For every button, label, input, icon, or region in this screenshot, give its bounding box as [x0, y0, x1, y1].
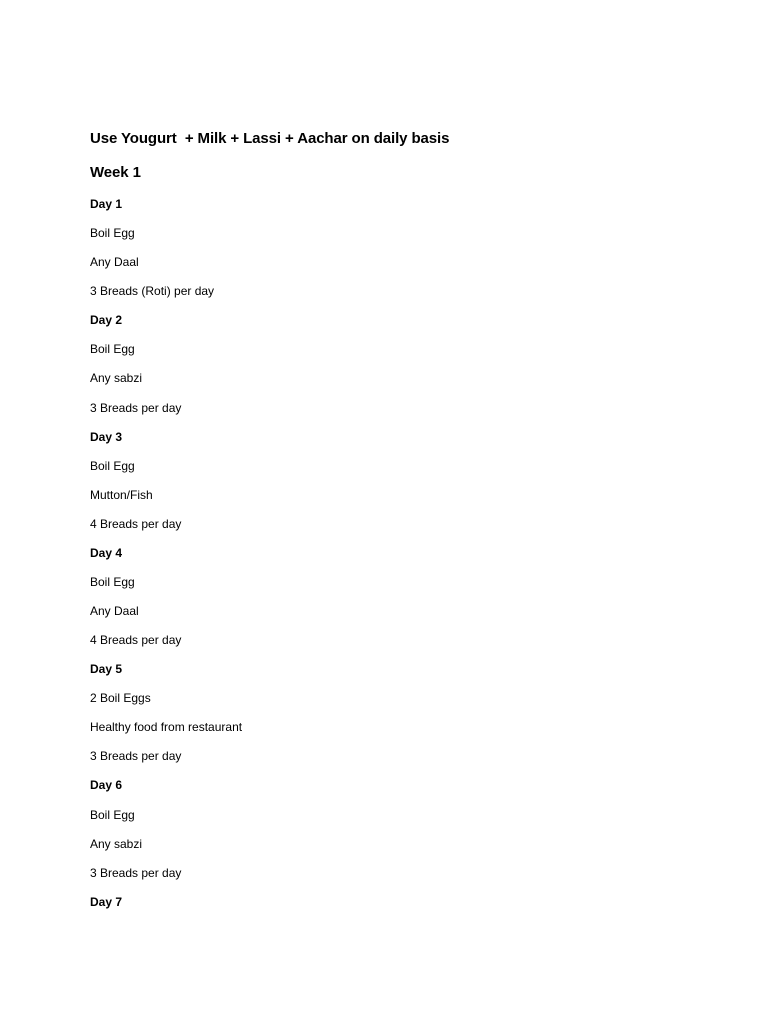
list-item: Any Daal — [90, 255, 139, 269]
list-item: Boil Egg — [90, 808, 135, 822]
list-item: 3 Breads per day — [90, 401, 182, 415]
list-item: Boil Egg — [90, 575, 135, 589]
list-item: 3 Breads per day — [90, 749, 182, 763]
day-label: Day 7 — [90, 895, 123, 909]
day-label: Day 5 — [90, 662, 123, 676]
intro-heading: Use Yougurt + Milk + Lassi + Aachar on daily basis — [90, 130, 450, 147]
list-item: Boil Egg — [90, 459, 135, 473]
day-label: Day 4 — [90, 546, 123, 560]
list-item: Boil Egg — [90, 342, 135, 356]
day-label: Day 1 — [90, 197, 123, 211]
list-item: Any sabzi — [90, 837, 143, 851]
day-label: Day 2 — [90, 313, 123, 327]
day-label: Day 6 — [90, 778, 123, 792]
day-label: Day 3 — [90, 430, 123, 444]
list-item: Any Daal — [90, 604, 139, 618]
list-item: 4 Breads per day — [90, 517, 182, 531]
list-item: 3 Breads per day — [90, 866, 182, 880]
list-item: 2 Boil Eggs — [90, 691, 151, 705]
week-title: Week 1 — [90, 164, 141, 181]
list-item: 3 Breads (Roti) per day — [90, 284, 215, 298]
list-item: Any sabzi — [90, 371, 143, 385]
list-item: Healthy food from restaurant — [90, 720, 243, 734]
list-item: Mutton/Fish — [90, 488, 153, 502]
list-item: 4 Breads per day — [90, 633, 182, 647]
list-item: Boil Egg — [90, 226, 135, 240]
